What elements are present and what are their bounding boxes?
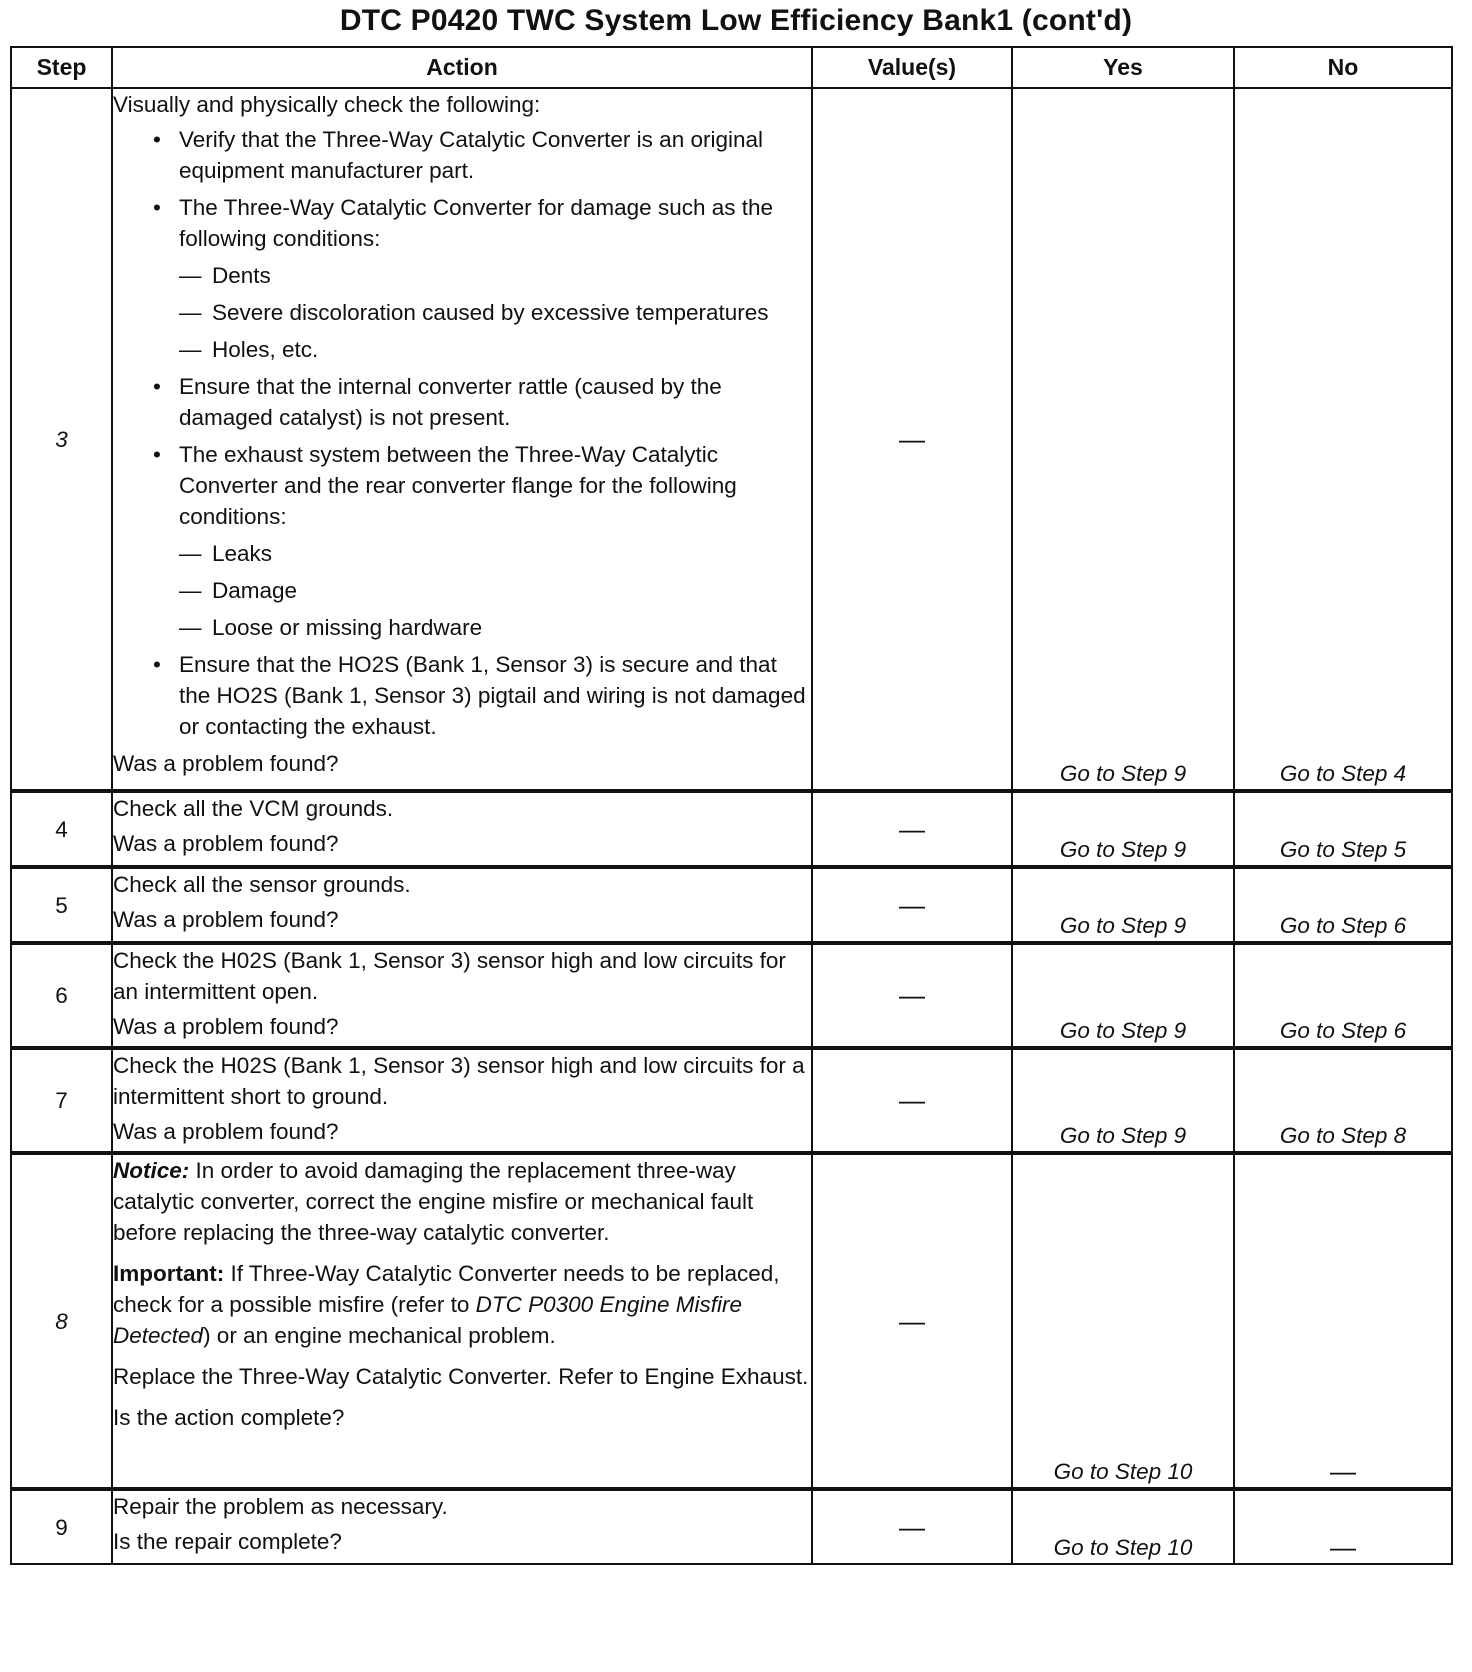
list-item: — Loose or missing hardware — [179, 612, 811, 643]
action-text: Check the H02S (Bank 1, Sensor 3) sensor high and low circuits for an intermittent open. — [113, 948, 786, 1004]
yes-cell: Go to Step 9 — [1012, 88, 1234, 791]
header-no: No — [1234, 47, 1452, 88]
notice-label: Notice: — [113, 1158, 190, 1183]
dash-icon: — — [179, 615, 202, 640]
action-cell — [112, 1048, 812, 1153]
no-cell: — — [1234, 1489, 1452, 1564]
dtc-reference: DTC P0300 Engine Misfire Detected — [113, 1292, 743, 1348]
step-number: 7 — [11, 1048, 112, 1153]
header-values: Value(s) — [812, 47, 1012, 88]
page-title: DTC P0420 TWC System Low Efficiency Bank1 (cont'd) — [339, 4, 1133, 37]
action-question: Was a problem found? — [113, 831, 339, 856]
bullet-icon: • — [153, 442, 161, 467]
dash-icon: — — [179, 578, 202, 603]
dash-icon: — — [179, 263, 202, 288]
yes-cell: Go to Step 9 — [1012, 1048, 1234, 1153]
yes-cell: Go to Step 9 — [1012, 867, 1234, 943]
list-item: — Dents — [179, 260, 811, 291]
action-question: Was a problem found? — [113, 907, 339, 932]
dash-icon: — — [179, 541, 202, 566]
value-cell: — — [812, 1048, 1012, 1153]
important-label: Important: — [113, 1261, 225, 1286]
action-text: Repair the problem as necessary. — [113, 1494, 448, 1519]
replace-paragraph: Replace the Three-Way Catalytic Converter. Refer to Engine Exhaust. — [113, 1364, 809, 1389]
action-cell — [112, 867, 812, 943]
value-cell: — — [812, 1489, 1012, 1564]
step-number: 3 — [11, 88, 112, 791]
dash-icon: — — [179, 337, 202, 362]
list-item: • The exhaust system between the Three-Way Catalytic Converter and the rear converter flange for the following conditions: — Leaks — Damage — Loose or missing hardware — [113, 439, 811, 643]
diagnostic-table — [10, 46, 1453, 1565]
value-cell: — — [812, 867, 1012, 943]
list-item: • Verify that the Three-Way Catalytic Converter is an original equipment manufacturer part. — [113, 124, 811, 186]
header-yes: Yes — [1012, 47, 1234, 88]
list-item: — Damage — [179, 575, 811, 606]
damage-conditions-list — [179, 260, 811, 365]
step-number: 8 — [11, 1153, 112, 1489]
bullet-icon: • — [153, 374, 161, 399]
action-cell — [112, 791, 812, 867]
action-cell — [112, 88, 812, 791]
header-step: Step — [11, 47, 112, 88]
step-number: 5 — [11, 867, 112, 943]
yes-cell: Go to Step 10 — [1012, 1153, 1234, 1489]
list-item: • Ensure that the internal converter rattle (caused by the damaged catalyst) is not present. — [113, 371, 811, 433]
list-item: — Holes, etc. — [179, 334, 811, 365]
important-paragraph: Important: If Three-Way Catalytic Converter needs to be replaced, check for a possible misfire (refer to DTC P0300 Engine Misfire Detected) or an engine mechanical problem. — [113, 1261, 780, 1348]
step-row-3 — [11, 88, 1452, 791]
bullet-icon: • — [153, 195, 161, 220]
value-cell: — — [812, 88, 1012, 791]
list-item: — Leaks — [179, 538, 811, 569]
action-intro: Visually and physically check the following: — [113, 92, 541, 117]
action-cell — [112, 1489, 812, 1564]
value-cell: — — [812, 1153, 1012, 1489]
action-question: Was a problem found? — [113, 1119, 339, 1144]
action-cell — [112, 943, 812, 1048]
yes-cell: Go to Step 9 — [1012, 943, 1234, 1048]
header-action: Action — [112, 47, 812, 88]
step-row-7 — [11, 1048, 1452, 1153]
step-number: 4 — [11, 791, 112, 867]
step-row-4 — [11, 791, 1452, 867]
value-cell: — — [812, 943, 1012, 1048]
no-cell: Go to Step 6 — [1234, 867, 1452, 943]
action-text: Check all the sensor grounds. — [113, 872, 411, 897]
value-cell: — — [812, 791, 1012, 867]
action-text: Check all the VCM grounds. — [113, 796, 394, 821]
bullet-icon: • — [153, 127, 161, 152]
no-cell: — — [1234, 1153, 1452, 1489]
no-cell: Go to Step 8 — [1234, 1048, 1452, 1153]
step-row-9 — [11, 1489, 1452, 1564]
yes-cell: Go to Step 10 — [1012, 1489, 1234, 1564]
step-number: 9 — [11, 1489, 112, 1564]
notice-paragraph: Notice: In order to avoid damaging the replacement three-way catalytic converter, correct the engine misfire or mechanical fault before replacing the three-way catalytic converter. — [113, 1158, 754, 1245]
step-row-5 — [11, 867, 1452, 943]
no-cell: Go to Step 6 — [1234, 943, 1452, 1048]
yes-cell: Go to Step 9 — [1012, 791, 1234, 867]
list-item: — Severe discoloration caused by excessive temperatures — [179, 297, 811, 328]
exhaust-conditions-list — [179, 538, 811, 643]
step-number: 6 — [11, 943, 112, 1048]
no-cell: Go to Step 4 — [1234, 88, 1452, 791]
list-item: • Ensure that the HO2S (Bank 1, Sensor 3) is secure and that the HO2S (Bank 1, Sensor 3) pigtail and wiring is not damaged or contacting the exhaust. — [113, 649, 811, 742]
step-row-6 — [11, 943, 1452, 1048]
action-question: Is the action complete? — [113, 1405, 345, 1430]
action-text: Check the H02S (Bank 1, Sensor 3) sensor high and low circuits for a intermittent short to ground. — [113, 1053, 805, 1109]
action-question: Was a problem found? — [113, 1014, 339, 1039]
check-list — [113, 124, 811, 742]
dash-icon: — — [179, 300, 202, 325]
action-question: Was a problem found? — [113, 751, 339, 776]
action-question: Is the repair complete? — [113, 1529, 342, 1554]
header-row — [11, 47, 1452, 88]
step-row-8 — [11, 1153, 1452, 1489]
no-cell: Go to Step 5 — [1234, 791, 1452, 867]
bullet-icon: • — [153, 652, 161, 677]
list-item: • The Three-Way Catalytic Converter for damage such as the following conditions: — Dents — Severe discoloration caused by excessive temperatures — Holes, etc. — [113, 192, 811, 365]
action-cell — [112, 1153, 812, 1489]
